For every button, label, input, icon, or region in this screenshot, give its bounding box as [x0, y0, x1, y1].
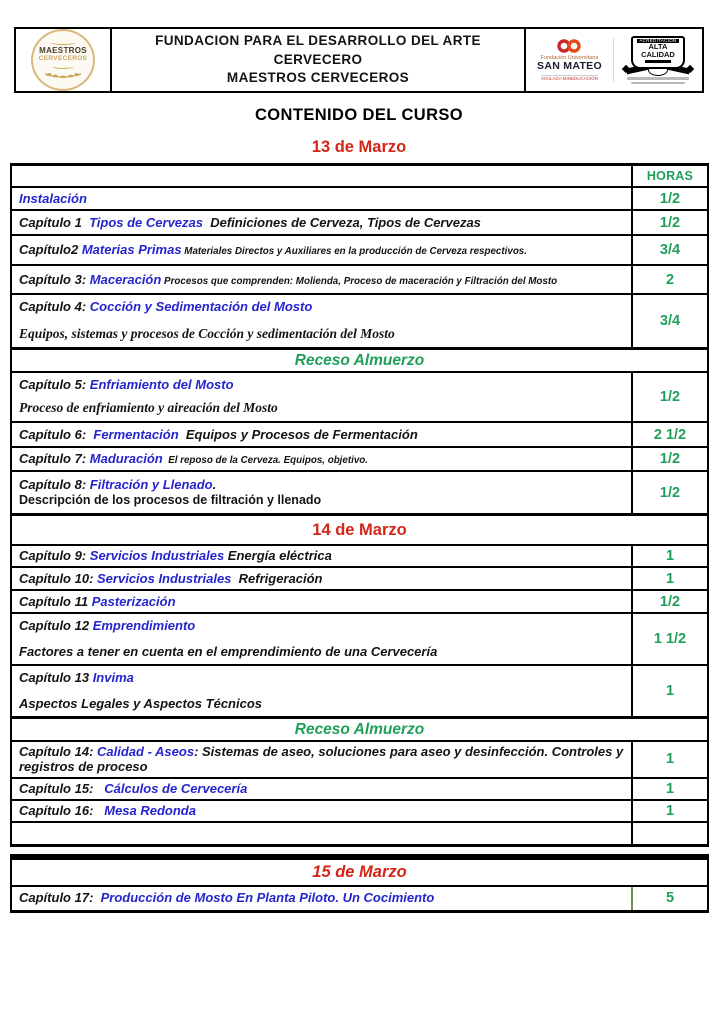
hours-cell: 2: [631, 266, 707, 293]
table-row: [12, 371, 707, 421]
chapter-text: Capítulo 3:: [19, 271, 90, 287]
san-mateo-mark-icon: [554, 38, 584, 54]
hours-cell: 3/4: [631, 236, 707, 264]
alta-calidad-badge: [625, 36, 691, 84]
break-row: [12, 347, 707, 371]
break-label: Receso Almuerzo: [294, 351, 425, 369]
content-line: [19, 400, 624, 416]
content-cell: [12, 546, 631, 566]
chapter-topic-text: Maceración: [89, 271, 162, 287]
chapter-text: Capítulo 4:: [19, 299, 90, 314]
content-line: [19, 326, 624, 342]
course-table-day3: [10, 854, 709, 913]
content-line: [19, 571, 624, 586]
chapter-topic-text: Tipos de Cervezas: [89, 214, 203, 230]
content-cell: [12, 614, 631, 664]
ribbon-diamond-right: [686, 65, 694, 73]
chapter-topic-text: Invima: [92, 670, 134, 685]
logo-script-top: [50, 40, 76, 45]
table-row: [12, 612, 707, 664]
hours-cell: 1/2: [631, 373, 707, 421]
alta-label: ALTA: [648, 42, 668, 52]
table-row: [12, 264, 707, 293]
chapter-text: Capítulo 9:: [19, 548, 90, 564]
hours-cell: 1: [631, 546, 707, 566]
hours-cell: 1/2: [631, 472, 707, 513]
chapter-topic-text: Calidad - Aseos: [97, 744, 195, 759]
ribbon-diamond-left: [622, 65, 630, 73]
table-row: [12, 799, 707, 821]
chapter-topic-text: Pasterización: [91, 593, 176, 609]
chapter-topic-text: Materias Primas: [81, 242, 182, 258]
content-line: [19, 191, 624, 206]
chapter-text: Capítulo 13: [19, 670, 93, 685]
content-cell: [12, 779, 631, 799]
date-banner-13: 13 de Marzo: [311, 138, 407, 156]
san-mateo-fineprint: VIGILADA MINEDUCACIÓN: [540, 75, 598, 81]
hours-cell: 1 1/2: [631, 614, 707, 664]
content-line: [19, 451, 624, 467]
content-line: [19, 744, 624, 775]
content-cell: [12, 188, 631, 209]
content-cell: [12, 448, 631, 470]
content-cell: [12, 236, 631, 264]
break-row: [12, 716, 707, 740]
left-logo-cell: [16, 29, 110, 91]
content-line: [19, 548, 624, 563]
table-row: [12, 885, 707, 910]
chapter-topic-text: Servicios Industriales: [89, 548, 225, 564]
table-row: [12, 777, 707, 799]
page-title: CONTENIDO DEL CURSO: [254, 106, 464, 124]
logo-text-cerveceros: CERVECEROS: [38, 55, 88, 63]
table-row: [12, 664, 707, 716]
chapter-topic-text: Emprendimiento: [92, 618, 196, 633]
org-title-line-2: CERVECERO: [273, 51, 363, 67]
hours-cell: 1/2: [631, 448, 707, 470]
content-cell: [12, 887, 631, 910]
content-cell: [12, 742, 631, 777]
content-cell: [12, 373, 631, 421]
table-row: [12, 293, 707, 347]
chapter-text: Proceso de enfriamiento y aireación del Mosto: [19, 400, 278, 416]
chapter-text: Factores a tener en cuenta en el emprendimiento de una Cervecería: [19, 643, 438, 659]
hours-cell: 3/4: [631, 295, 707, 347]
hours-cell: 1/2: [631, 591, 707, 612]
chapter-text: Capítulo 11: [19, 593, 92, 609]
chapter-text: Capítulo 8:: [19, 476, 90, 492]
hours-header-cell: HORAS: [631, 166, 707, 186]
shield-bar: [645, 60, 671, 63]
chapter-topic-text: Cocción y Sedimentación del Mosto: [89, 299, 313, 314]
content-line: [19, 803, 624, 818]
table-row: [12, 589, 707, 612]
content-line: [19, 890, 624, 905]
org-title: [110, 29, 526, 91]
content-line: [19, 644, 624, 659]
chapter-text: Descripción de los procesos de filtración y llenado: [19, 493, 322, 508]
san-mateo-name: SAN MATEO: [537, 60, 602, 73]
chapter-topic-text: Cálculos de Cervecería: [104, 780, 248, 796]
hours-cell: 1/2: [631, 188, 707, 209]
chapter-text: Procesos que comprenden: Molienda, Proceso de maceración y Filtración del Mosto: [161, 275, 558, 287]
table-row: [12, 186, 707, 209]
chapter-topic-text: Fermentación: [93, 426, 179, 442]
content-cell: [12, 266, 631, 293]
content-line: [19, 242, 624, 258]
table-row: [12, 446, 707, 470]
chapter-text: Energía eléctrica: [224, 548, 332, 564]
acreditacion-label: ACREDITACIÓN: [639, 37, 677, 43]
hours-cell: 1: [631, 801, 707, 821]
chapter-text: Capítulo 1: [19, 214, 90, 230]
chapter-text: .: [212, 476, 217, 492]
chapter-text: Materiales Directos y Auxiliares en la producción de Cerveza respectivos.: [181, 246, 527, 258]
hours-cell: 5: [631, 887, 707, 910]
content-line: [19, 594, 624, 609]
content-line: [19, 781, 624, 796]
content-line: [19, 696, 624, 711]
content-cell: [12, 166, 631, 186]
logo-text-maestros: MAESTROS: [39, 46, 87, 56]
chapter-text: Equipos, sistemas y procesos de Cocción y sedimentación del Mosto: [19, 326, 395, 342]
content-line: [19, 215, 624, 230]
break-label: Receso Almuerzo: [294, 720, 425, 738]
maestros-cerveceros-logo: [31, 29, 95, 91]
table-row: [12, 421, 707, 446]
chapter-text: Aspectos Legales y Aspectos Técnicos: [19, 695, 263, 711]
document-header: [14, 27, 704, 93]
empty-row: [12, 821, 707, 844]
chapter-topic-text: Maduración: [89, 451, 163, 467]
hours-cell: 1: [631, 666, 707, 716]
chapter-text: Capítulo 6:: [19, 426, 94, 442]
date-label: 14 de Marzo: [312, 520, 407, 539]
chapter-text: Capítulo2: [19, 242, 82, 258]
content-cell: [12, 472, 631, 513]
org-title-line-3: MAESTROS CERVECEROS: [226, 70, 410, 86]
content-line: [19, 427, 624, 442]
right-logos-cell: [526, 29, 702, 91]
content-line: [19, 670, 624, 685]
chapter-text: El reposo de la Cerveza. Equipos, objetivo.: [162, 455, 368, 467]
san-mateo-subtitle: Fundación Universitaria: [540, 55, 599, 62]
hours-cell: 1: [631, 742, 707, 777]
chapter-text: Equipos y Procesos de Fermentación: [178, 426, 418, 442]
table-row: [12, 209, 707, 234]
content-line: [19, 492, 624, 508]
chapter-text: Capítulo 12: [19, 618, 93, 633]
table-row: [12, 740, 707, 777]
table-row: [12, 544, 707, 566]
chapter-text: Capítulo 7:: [19, 451, 90, 467]
alta-calidad-shield: [631, 36, 684, 69]
header-row: [12, 166, 707, 186]
org-title-line-1: FUNDACION PARA EL DESARROLLO DEL ARTE: [155, 32, 481, 48]
content-cell: [12, 211, 631, 234]
chapter-text: Capítulo 14:: [19, 744, 98, 759]
table-row: [12, 234, 707, 264]
wheat-icon: [43, 71, 83, 80]
logo-script-bottom: [52, 64, 74, 69]
logo-divider: [613, 38, 614, 82]
chapter-text: Capítulo 5:: [19, 377, 90, 392]
content-line: [19, 299, 624, 314]
hours-cell: 1/2: [631, 211, 707, 234]
table-row: [12, 566, 707, 589]
hours-cell: 1: [631, 779, 707, 799]
chapter-text: : Sistemas de aseo, soluciones para aseo y desinfección. Controles y registros de proceso: [19, 744, 624, 775]
hours-cell: [631, 823, 707, 844]
chapter-topic-text: Mesa Redonda: [104, 802, 196, 818]
content-line: [19, 377, 624, 392]
chapter-text: Definiciones de Cerveza, Tipos de Cervezas: [202, 214, 481, 230]
hours-cell: 1: [631, 568, 707, 589]
fine-print-line: [627, 77, 689, 80]
content-cell: [12, 423, 631, 446]
chapter-text: Refrigeración: [231, 570, 323, 586]
content-cell: [12, 295, 631, 347]
chapter-topic-text: Servicios Industriales: [97, 570, 232, 586]
fine-print-line: [631, 82, 685, 85]
chapter-text: Capítulo 16:: [19, 802, 105, 818]
chapter-topic-text: Instalación: [19, 190, 87, 206]
date-row: [12, 857, 707, 885]
content-cell: [12, 801, 631, 821]
san-mateo-logo: [537, 38, 602, 82]
content-cell: [12, 568, 631, 589]
date-label: 15 de Marzo: [312, 862, 407, 881]
chapter-topic-text: Filtración y Llenado: [89, 476, 213, 492]
course-table-day1: [10, 163, 709, 847]
content-line: [19, 272, 624, 288]
calidad-label: CALIDAD: [641, 50, 675, 60]
chapter-text: Capítulo 15:: [19, 780, 105, 796]
date-row: [12, 513, 707, 544]
hours-cell: 2 1/2: [631, 423, 707, 446]
badge-fine-print: [627, 77, 689, 84]
chapter-text: Capítulo 17:: [19, 890, 101, 906]
chapter-topic-text: Enfriamiento del Mosto: [89, 377, 234, 392]
table-row: [12, 470, 707, 513]
content-line: [19, 618, 624, 633]
chapter-text: Capítulo 10:: [19, 570, 98, 586]
content-cell: [12, 591, 631, 612]
content-cell: [12, 823, 631, 844]
content-cell: [12, 666, 631, 716]
chapter-topic-text: Producción de Mosto En Planta Piloto. Un Cocimiento: [100, 890, 435, 906]
content-line: [19, 477, 624, 492]
